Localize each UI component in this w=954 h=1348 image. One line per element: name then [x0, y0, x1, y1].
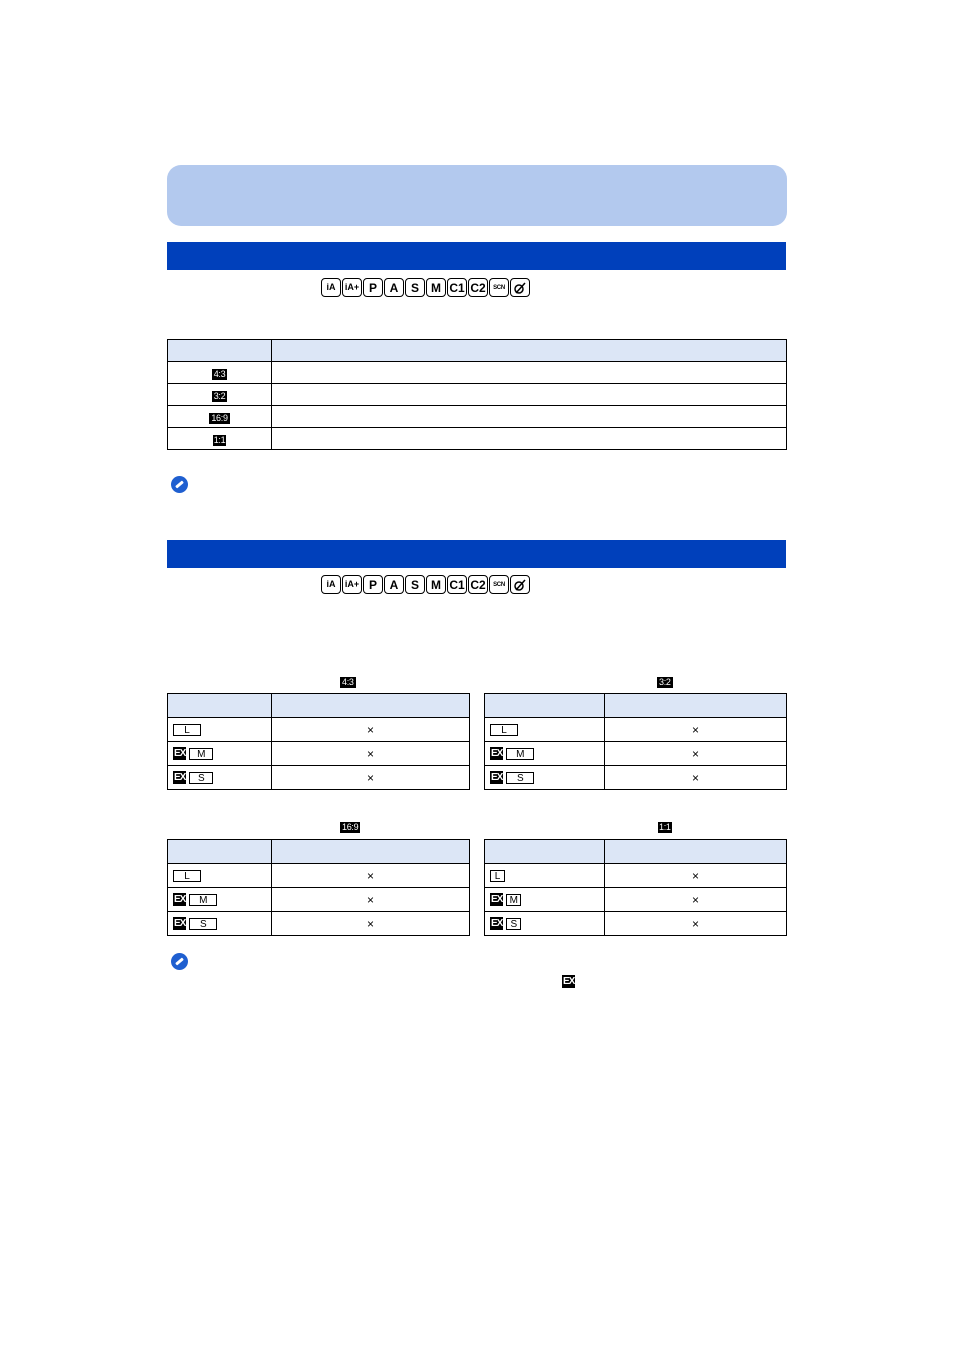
mode-s-icon: S	[405, 278, 425, 297]
size-cell	[168, 888, 272, 912]
header-cell	[168, 340, 272, 362]
table-row	[168, 912, 470, 936]
mark-cell: ×	[272, 766, 470, 790]
description-cell	[272, 362, 787, 384]
size-cell	[168, 718, 272, 742]
mode-p-icon: P	[363, 575, 383, 594]
description-cell	[272, 406, 787, 428]
header-cell	[168, 840, 272, 864]
table-row	[168, 384, 787, 406]
table-caption-16-9: 16:9	[342, 822, 359, 832]
section-header-aspect-ratio	[167, 242, 786, 270]
mark-cell: ×	[605, 718, 787, 742]
header-cell	[272, 694, 470, 718]
ex-badge: EX	[491, 772, 503, 783]
mark-cell: ×	[605, 888, 787, 912]
picture-size-table-16-9	[167, 839, 470, 936]
size-m-box: M	[506, 894, 521, 906]
mark-cell: ×	[605, 742, 787, 766]
table-caption-3-2: 3:2	[659, 677, 671, 687]
mark-cell: ×	[605, 864, 787, 888]
size-cell	[168, 864, 272, 888]
aspect-4-3-badge: 4:3	[213, 368, 226, 379]
table-row	[485, 766, 787, 790]
ex-badge: EX	[491, 918, 503, 929]
size-m-box: M	[189, 748, 213, 760]
note-pencil-icon	[171, 476, 188, 493]
mode-icons-row	[321, 278, 530, 299]
size-cell	[485, 742, 605, 766]
aspect-3-2-badge: 3:2	[213, 390, 226, 401]
size-l-box: L	[490, 870, 505, 882]
header-cell	[272, 840, 470, 864]
mode-m-icon: M	[426, 278, 446, 297]
ex-badge: EX	[174, 772, 186, 783]
table-row	[485, 742, 787, 766]
ex-badge: EX	[491, 748, 503, 759]
note-ex-badge: EX	[563, 976, 575, 987]
mode-ia-icon: iA	[321, 278, 341, 297]
size-l-box: L	[173, 724, 201, 736]
mode-creative-control-icon	[510, 278, 530, 297]
size-m-box: M	[506, 748, 534, 760]
mode-ia-plus-icon: iA+	[342, 575, 362, 594]
size-l-box: L	[490, 724, 518, 736]
mode-scn-icon: SCN	[489, 278, 509, 297]
description-cell	[272, 428, 787, 450]
table-row	[485, 888, 787, 912]
size-cell	[168, 912, 272, 936]
mode-s-icon: S	[405, 575, 425, 594]
picture-size-table-1-1	[484, 839, 787, 936]
table-row	[168, 864, 470, 888]
size-cell	[485, 864, 605, 888]
mark-cell: ×	[605, 766, 787, 790]
aspect-1-1-badge: 1:1	[213, 434, 226, 445]
mode-c2-icon: C2	[468, 278, 488, 297]
picture-size-table-4-3	[167, 693, 470, 790]
mode-icons-row	[321, 575, 530, 596]
ex-badge: EX	[174, 748, 186, 759]
table-row	[485, 864, 787, 888]
ex-badge: EX	[174, 918, 186, 929]
size-cell	[485, 912, 605, 936]
aspect-16-9-badge: 16:9	[211, 412, 228, 423]
ex-badge: EX	[491, 894, 503, 905]
table-row	[168, 362, 787, 384]
ex-badge: EX	[174, 894, 186, 905]
aspect-ratio-table	[167, 339, 787, 450]
mark-cell: ×	[272, 888, 470, 912]
table-row	[168, 888, 470, 912]
mode-m-icon: M	[426, 575, 446, 594]
size-cell	[485, 888, 605, 912]
header-cell	[272, 340, 787, 362]
aspect-cell	[168, 362, 272, 384]
size-s-box: S	[189, 918, 217, 930]
mode-ia-icon: iA	[321, 575, 341, 594]
mode-creative-control-icon	[510, 575, 530, 594]
mode-c2-icon: C2	[468, 575, 488, 594]
mark-cell: ×	[272, 742, 470, 766]
table-header-row	[485, 840, 787, 864]
page-title-banner	[167, 165, 787, 226]
header-cell	[485, 694, 605, 718]
size-s-box: S	[189, 772, 213, 784]
table-header-row	[485, 694, 787, 718]
table-row	[168, 766, 470, 790]
mode-ia-plus-icon: iA+	[342, 278, 362, 297]
size-s-box: S	[506, 772, 534, 784]
table-row	[168, 742, 470, 766]
size-cell	[485, 718, 605, 742]
size-cell	[168, 742, 272, 766]
table-row	[485, 912, 787, 936]
mode-a-icon: A	[384, 575, 404, 594]
mode-scn-icon: SCN	[489, 575, 509, 594]
mode-p-icon: P	[363, 278, 383, 297]
picture-size-table-3-2	[484, 693, 787, 790]
size-m-box: M	[189, 894, 217, 906]
table-row	[168, 406, 787, 428]
table-row	[168, 428, 787, 450]
table-row	[485, 718, 787, 742]
size-s-box: S	[506, 918, 521, 930]
mode-c1-icon: C1	[447, 278, 467, 297]
size-l-box: L	[173, 870, 201, 882]
table-header-row	[168, 840, 470, 864]
aspect-cell	[168, 428, 272, 450]
mark-cell: ×	[272, 912, 470, 936]
aspect-cell	[168, 384, 272, 406]
size-cell	[168, 766, 272, 790]
header-cell	[605, 694, 787, 718]
size-cell	[485, 766, 605, 790]
table-caption-4-3: 4:3	[342, 677, 354, 687]
table-header-row	[168, 340, 787, 362]
mark-cell: ×	[272, 718, 470, 742]
header-cell	[168, 694, 272, 718]
note-pencil-icon	[171, 953, 188, 970]
description-cell	[272, 384, 787, 406]
mode-c1-icon: C1	[447, 575, 467, 594]
mode-a-icon: A	[384, 278, 404, 297]
header-cell	[485, 840, 605, 864]
aspect-cell	[168, 406, 272, 428]
table-caption-1-1: 1:1	[659, 822, 671, 832]
header-cell	[605, 840, 787, 864]
mark-cell: ×	[272, 864, 470, 888]
mark-cell: ×	[605, 912, 787, 936]
table-row	[168, 718, 470, 742]
section-header-picture-size	[167, 540, 786, 568]
table-header-row	[168, 694, 470, 718]
